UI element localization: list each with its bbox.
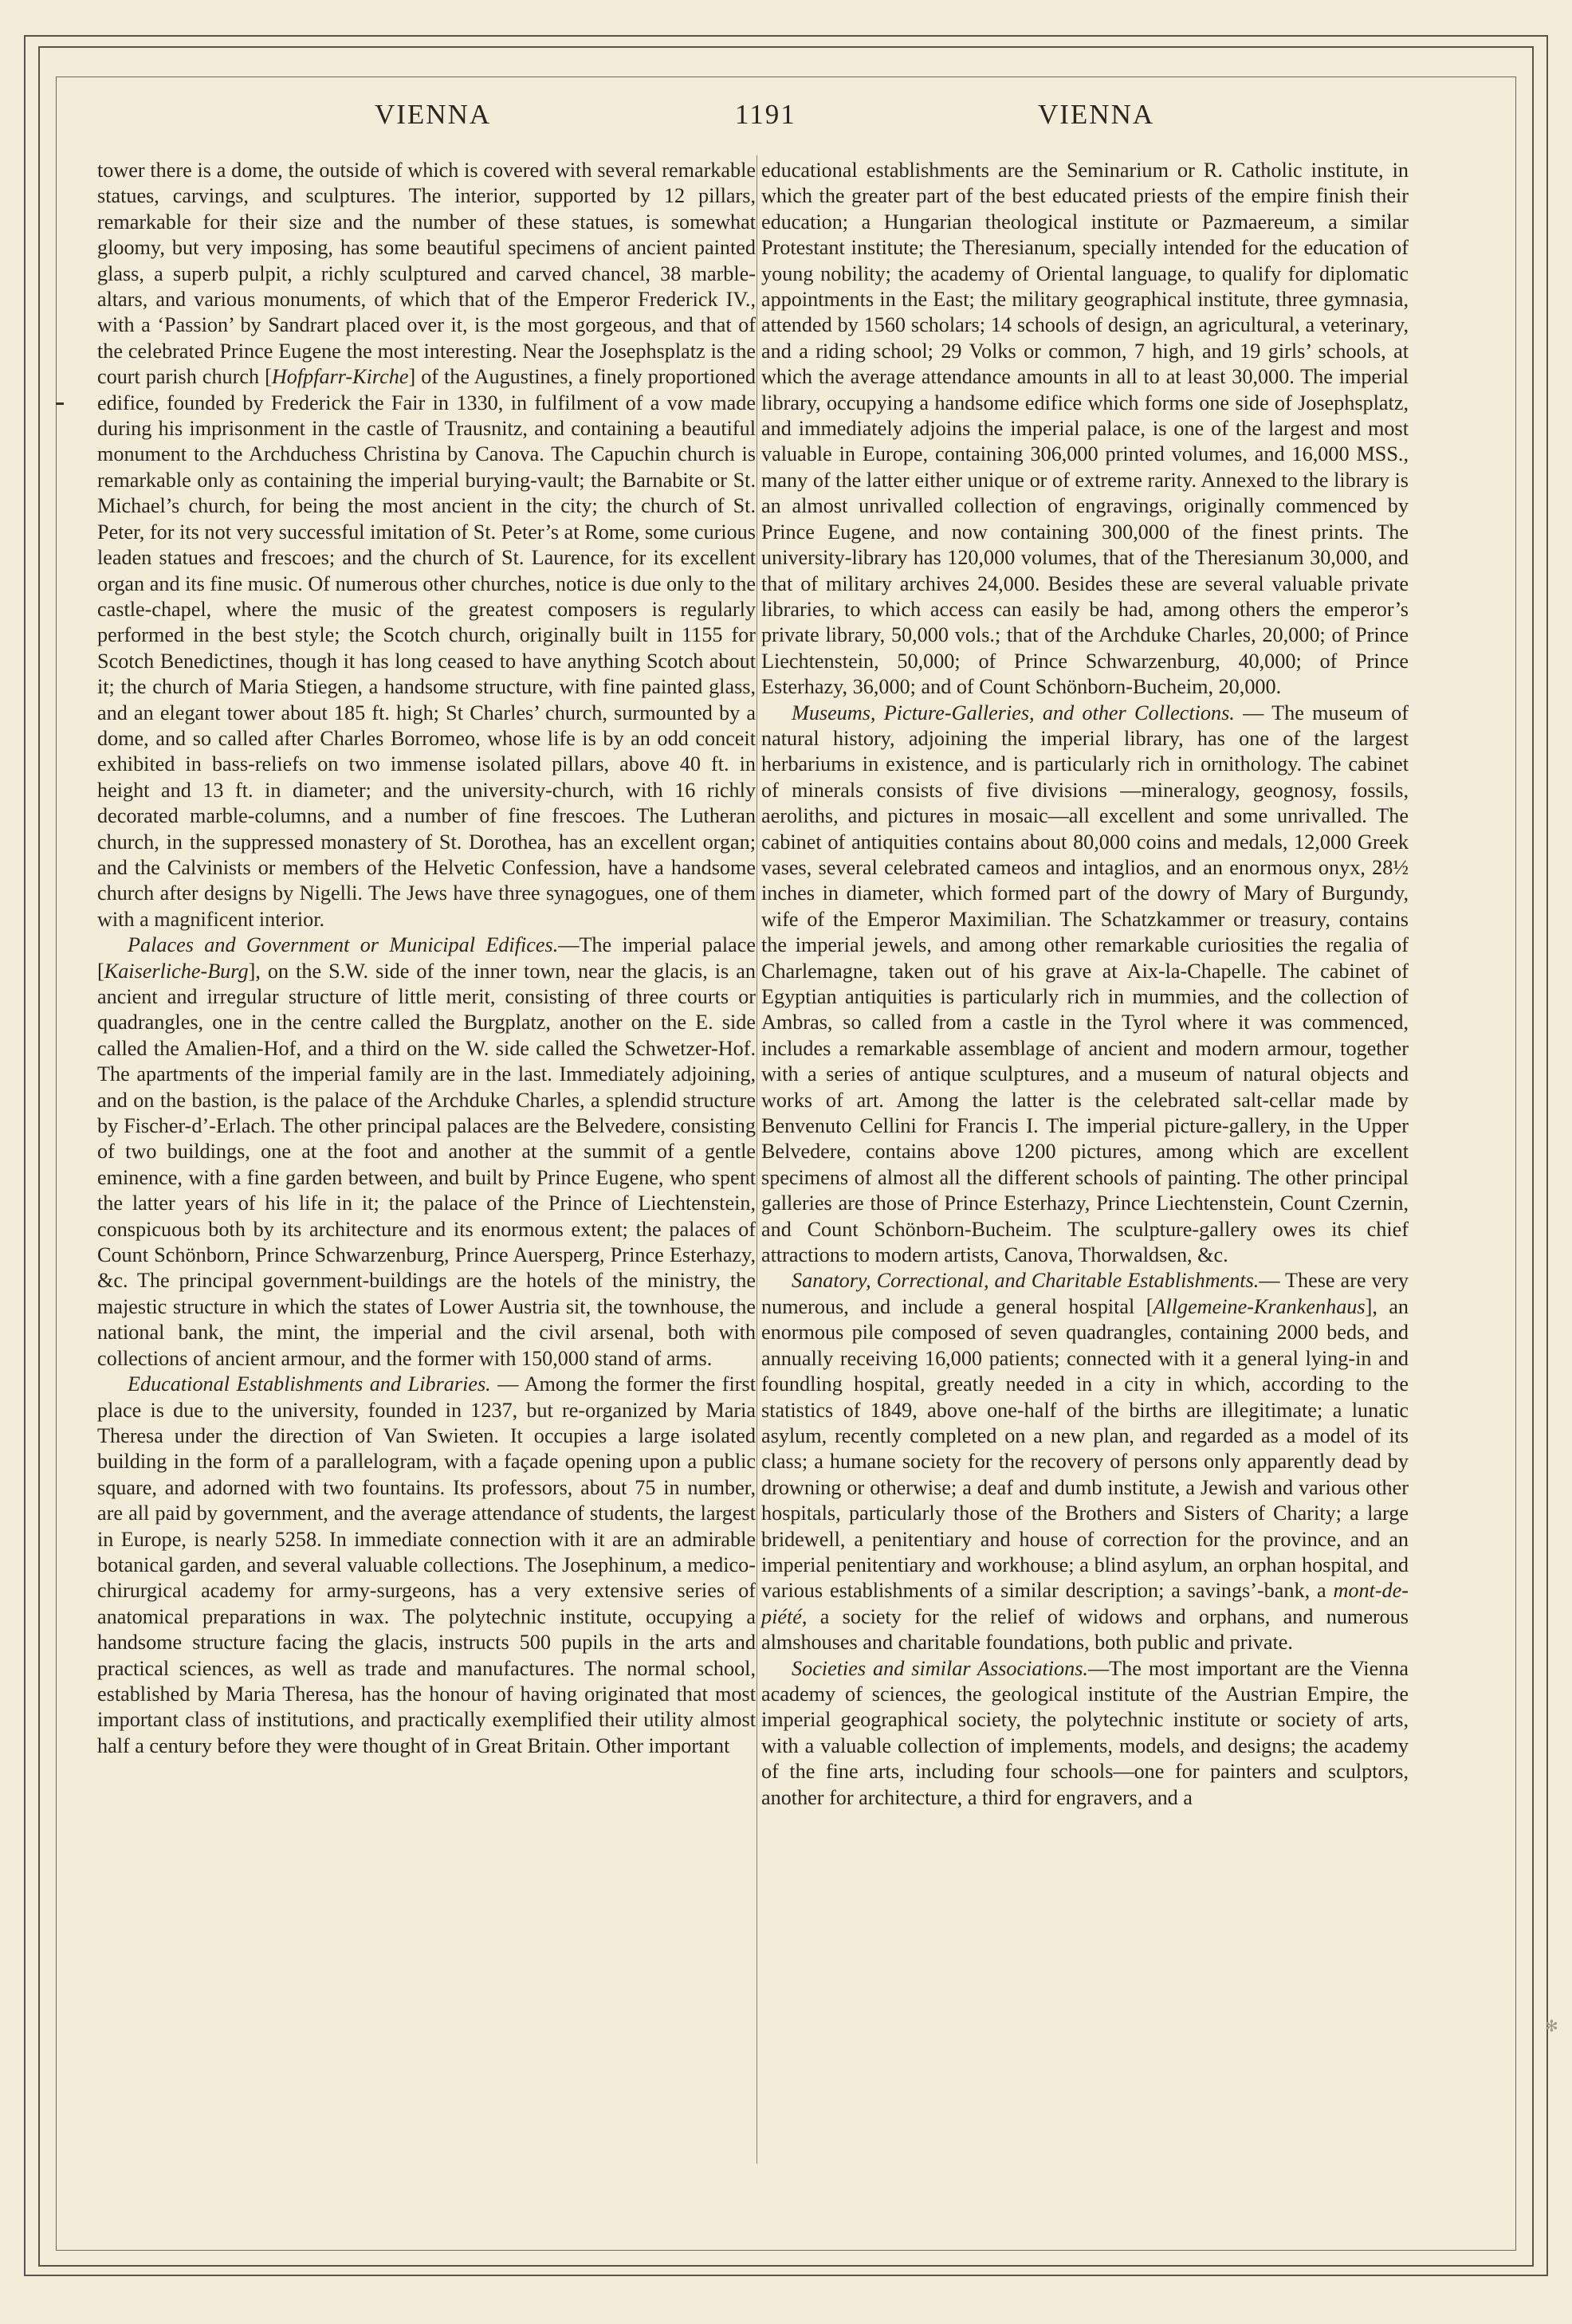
section-heading-societies: Societies and similar Associations. [792, 1656, 1088, 1680]
margin-mark [56, 402, 64, 405]
section-heading-palaces: Palaces and Government or Municipal Edifices. [128, 933, 559, 957]
section-heading-education: Educational Establishments and Libraries. [128, 1372, 491, 1396]
right-column [761, 158, 1409, 1811]
running-header [64, 99, 1508, 147]
paragraph-churches: tower there is a dome, the outside of which is covered with several remarkable statues, carvings, and sculptures. The interior, supported by 12 pillars, remarkable for their size and the number of these statues, is somewhat gloomy, but very imposing, has some beautiful specimens of ancient painted glass, a superb pulpit, a richly sculptured and carved chancel, 38 marble-altars, and various monuments, of which that of the Emperor Frederick IV., with a ‘Passion’ by Sandrart placed over it, is the most gorgeous, and that of the celebrated Prince Eugene the most interesting. Near the Josephsplatz is the court parish church [Hofpfarr-Kirche] of the Augustines, a finely proportioned edifice, founded by Frederick the Fair in 1330, in fulfilment of a vow made during his imprisonment in the castle of Trausnitz, and containing a beautiful monument to the Archduchess Christina by Canova. The Capuchin church is remarkable only as containing the imperial burying-vault; the Barnabite or St. Michael’s church, for being the most ancient in the city; the church of St. Peter, for its not very successful imitation of St. Peter’s at Rome, some curious leaden statues and frescoes; and the church of St. Laurence, for its excellent organ and its fine music. Of numerous other churches, notice is due only to the castle-chapel, where the music of the greatest composers is regularly performed in the best style; the Scotch church, originally built in 1155 for Scotch Benedictines, though it has long ceased to have anything Scotch about it; the church of Maria Stiegen, a handsome structure, with fine painted glass, and an elegant tower about 185 ft. high; St Charles’ church, surmounted by a dome, and so called after Charles Borromeo, whose life is by an odd conceit exhibited in bass-reliefs on two immense isolated pillars, above 40 ft. in height and 13 ft. in diameter; and the university-church, with 16 richly decorated marble-columns, and a number of fine frescoes. The Lutheran church, in the suppressed monastery of St. Dorothea, has an excellent organ; and the Calvinists or members of the Helvetic Confession, have a handsome church after designs by Nigelli. The Jews have three synagogues, one of them with a magnificent interior. [97, 159, 756, 931]
left-column [97, 158, 756, 1759]
paragraph-palaces: Palaces and Government or Municipal Edifices.—The imperial palace [Kaiserliche-Burg], on the S.W. side of the inner town, near the glacis, is an ancient and irregular structure of little merit, consisting of three courts or quadrangles, one in the centre called the Burgplatz, another on the E. side called the Amalien-Hof, and a third on the W. side called the Schwetzer-Hof. The apartments of the imperial family are in the last. Immediately adjoining, and on the bastion, is the palace of the Archduke Charles, a splendid structure by Fischer-d’-Erlach. The other principal palaces are the Belvedere, consisting of two buildings, one at the foot and another at the summit of a gentle eminence, with a fine garden between, and built by Prince Eugene, who spent the latter years of his life in it; the palace of the Prince of Liechtenstein, conspicuous both by its architecture and its enormous extent; the palaces of Count Schönborn, Prince Schwarzenburg, Prince Auersperg, Prince Esterhazy, &c. The principal government-buildings are the hotels of the ministry, the majestic structure in which the states of Lower Austria sit, the townhouse, the national bank, the mint, the imperial and the civil arsenal, both with collections of ancient armour, and the former with 150,000 stand of arms. [97, 933, 756, 1370]
paragraph-museums: Museums, Picture-Galleries, and other Collections. — The museum of natural history, adjoining the imperial library, has one of the largest herbariums in existence, and is particularly rich in ornithology. The cabinet of minerals consists of five divisions —mineralogy, geognosy, fossils, aeroliths, and pictures in mosaic—all excellent and some unrivalled. The cabinet of antiquities contains about 80,000 coins and medals, 12,000 Greek vases, several celebrated cameos and intaglios, and an enormous onyx, 28½ inches in diameter, which formed part of the dowry of Mary of Burgundy, wife of the Emperor Maximilian. The Schatzkammer or treasury, contains the imperial jewels, and among other remarkable curiosities the regalia of Charlemagne, taken out of his grave at Aix-la-Chapelle. The cabinet of Egyptian antiquities is particularly rich in mummies, and the collection of Ambras, so called from a castle in the Tyrol where it was commenced, includes a remarkable assemblage of ancient and modern armour, together with a series of antique sculptures, and a museum of natural objects and works of art. Among the latter is the celebrated salt-cellar made by Benvenuto Cellini for Francis I. The imperial picture-gallery, in the Upper Belvedere, contains above 1200 pictures, among which are excellent specimens of almost all the different schools of painting. The other principal galleries are those of Prince Esterhazy, Prince Liechtenstein, Count Czernin, and Count Schönborn-Bucheim. The sculpture-gallery owes its chief attractions to modern artists, Canova, Thorwaldsen, &c. [761, 701, 1409, 1267]
paper-stain: ✻ [1545, 2016, 1558, 2035]
section-heading-museums: Museums, Picture-Galleries, and other Collections. [792, 701, 1235, 724]
header-right-title: VIENNA [1038, 99, 1155, 130]
paragraph-sanatory: Sanatory, Correctional, and Charitable Establishments.— These are very numerous, and include a general hospital [Allgemeine-Krankenhaus], an enormous pile composed of seven quadrangles, containing 2000 beds, and annually receiving 16,000 patients; connected with it a general lying-in and foundling hospital, greatly needed in a city in which, according to the statistics of 1849, above one-half of the births are illegitimate; a lunatic asylum, recently completed on a new plan, and regarded as a model of its class; a humane society for the recovery of persons only apparently dead by drowning or otherwise; a deaf and dumb institute, a Jewish and various other hospitals, particularly those of the Brothers and Sisters of Charity; a large bridewell, a penitentiary and house of correction for the province, and an imperial penitentiary and workhouse; a blind asylum, an orphan hospital, and various establishments of a similar description; a savings’-bank, a mont-de-piété, a society for the relief of widows and orphans, and numerous almshouses and charitable foundations, both public and private. [761, 1269, 1409, 1655]
paragraph-education: Educational Establishments and Libraries. — Among the former the first place is due to the university, founded in 1237, but re-organized by Maria Theresa under the direction of Van Swieten. It occupies a large isolated building in the form of a parallelogram, with a façade opening upon a public square, and adorned with two fountains. Its professors, about 75 in number, are all paid by government, and the average attendance of students, the largest in Europe, is nearly 5258. In immediate connection with it are an admirable botanical garden, and several valuable collections. The Josephinum, a medico-chirurgical academy for army-surgeons, has a very extensive series of anatomical preparations in wax. The polytechnic institute, occupying a handsome structure facing the glacis, instructs 500 pupils in the arts and practical sciences, as well as trade and manufactures. The normal school, established by Maria Theresa, has the honour of having originated that most important class of institutions, and practically exemplified their utility almost half a century before they were thought of in Great Britain. Other important [97, 1372, 756, 1757]
header-left-title: VIENNA [375, 99, 492, 130]
section-heading-sanatory: Sanatory, Correctional, and Charitable Establishments. [792, 1269, 1260, 1293]
paragraph-societies: Societies and similar Associations.—The most important are the Vienna academy of sciences, the geological institute of the Austrian Empire, the imperial geographical society, the polytechnic institute or society of arts, with a valuable collection of implements, models, and designs; the academy of the fine arts, including four schools—one for painters and sculptors, another for architecture, a third for engravers, and a [761, 1656, 1409, 1809]
paragraph-institutes-libraries: educational establishments are the Seminarium or R. Catholic institute, in which the greater part of the best educated priests of the empire finish their education; a Hungarian theological institute or Pazmaereum, a similar Protestant institute; the Theresianum, specially intended for the education of young nobility; the academy of Oriental language, to qualify for diplomatic appointments in the East; the military geographical institute, three gymnasia, attended by 1560 scholars; 14 schools of design, an agricultural, a veterinary, and a riding school; 29 Volks or common, 7 high, and 19 girls’ schools, at which the average attendance amounts in all to at least 30,000. The imperial library, occupying a handsome edifice which forms one side of Josephsplatz, and immediately adjoins the imperial palace, is one of the largest and most valuable in Europe, containing 306,000 printed volumes, and 16,000 MSS., many of the latter either unique or of extreme rarity. Annexed to the library is an almost unrivalled collection of engravings, originally commenced by Prince Eugene, and now containing 300,000 of the finest prints. The university-library has 120,000 volumes, that of the Theresianum 30,000, and that of military archives 24,000. Besides these are several valuable private libraries, to which access can easily be had, among others the emperor’s private library, 50,000 vols.; that of the Archduke Charles, 20,000; of Prince Liechtenstein, 50,000; of Prince Schwarzenburg, 40,000; of Prince Esterhazy, 36,000; and of Count Schönborn-Bucheim, 20,000. [761, 159, 1409, 699]
page-number: 1191 [735, 99, 796, 130]
